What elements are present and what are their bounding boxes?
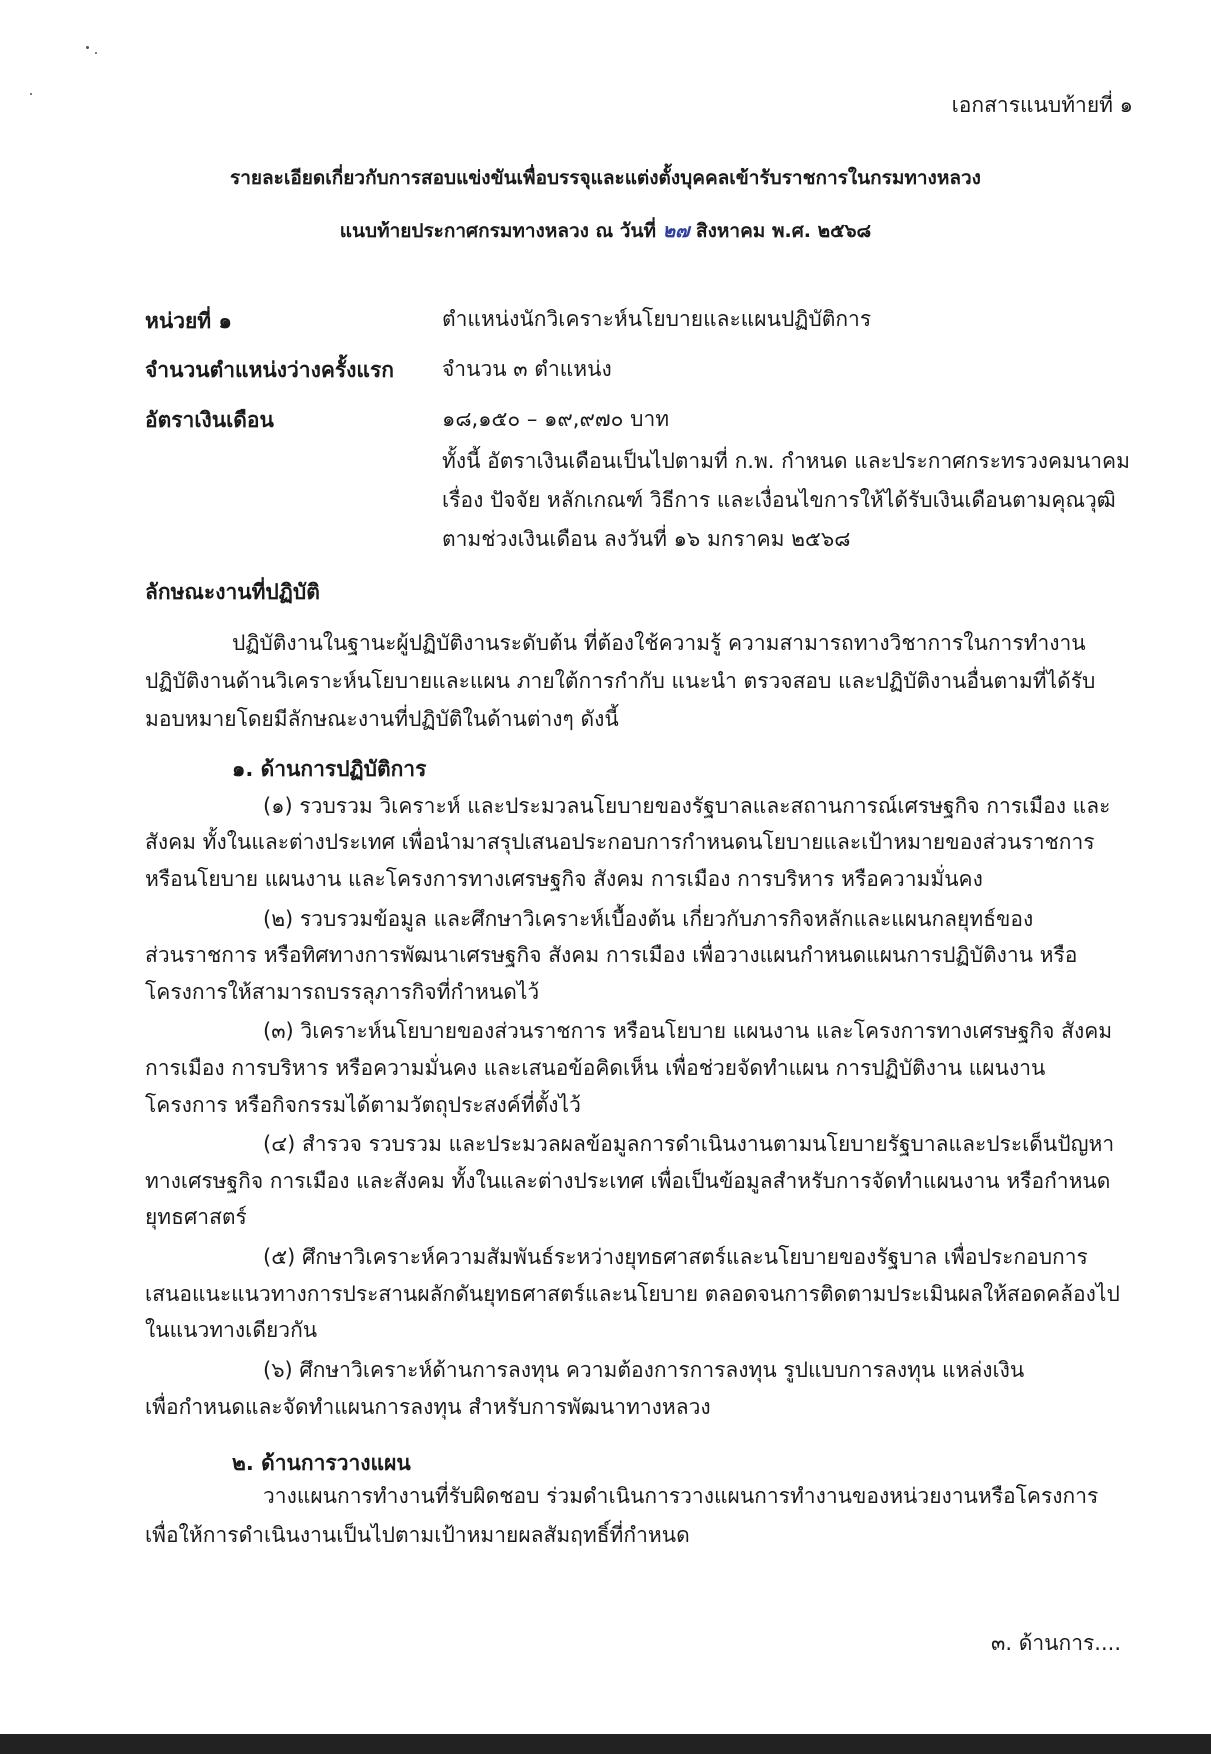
salary-value: ๑๘,๑๕๐ – ๑๙,๙๗๐ บาท xyxy=(442,407,670,431)
item-5-line: (๕) ศึกษาวิเคราะห์ความสัมพันธ์ระหว่างยุทธศาสตร์และนโยบายของรัฐบาล เพื่อประกอบการ xyxy=(263,1245,1088,1269)
section-heading: ลักษณะงานที่ปฏิบัติ xyxy=(145,580,320,604)
item-2-line: ส่วนราชการ หรือทิศทางการพัฒนาเศรษฐกิจ สังคม การเมือง เพื่อวางแผนกำหนดแผนการปฏิบัติงาน หรือ xyxy=(145,943,1078,967)
item-6-line: เพื่อกำหนดและจัดทำแผนการลงทุน สำหรับการพัฒนาทางหลวง xyxy=(145,1395,711,1419)
item-2-line: โครงการให้สามารถบรรลุภารกิจที่กำหนดไว้ xyxy=(145,980,540,1004)
salary-note-line: ตามช่วงเงินเดือน ลงวันที่ ๑๖ มกราคม ๒๕๖๘ xyxy=(442,527,851,551)
planning-line: เพื่อให้การดำเนินงานเป็นไปตามเป้าหมายผลสัมฤทธิ์ที่กำหนด xyxy=(145,1523,690,1547)
unit-value: ตำแหน่งนักวิเคราะห์นโยบายและแผนปฏิบัติการ xyxy=(442,307,872,331)
item-1-line: (๑) รวบรวม วิเคราะห์ และประมวลนโยบายของรัฐบาลและสถานการณ์เศรษฐกิจ การเมือง และ xyxy=(263,794,1111,818)
handwritten-day: ๒๗ xyxy=(662,220,690,242)
salary-note-line: ทั้งนี้ อัตราเงินเดือนเป็นไปตามที่ ก.พ. กำหนด และประกาศกระทรวงคมนาคม xyxy=(442,449,1130,473)
item-4-line: (๔) สำรวจ รวบรวม และประมวลผลข้อมูลการดำเนินงานตามนโยบายรัฐบาลและประเด็นปัญหา xyxy=(263,1132,1115,1156)
annex-label: เอกสารแนบท้ายที่ ๑ xyxy=(951,93,1133,117)
vacancy-value: จำนวน ๓ ตำแหน่ง xyxy=(442,357,612,381)
salary-label: อัตราเงินเดือน xyxy=(145,408,274,432)
item-3-line: (๓) วิเคราะห์นโยบายของส่วนราชการ หรือนโยบาย แผนงาน และโครงการทางเศรษฐกิจ สังคม xyxy=(263,1019,1113,1043)
intro-line: มอบหมายโดยมีลักษณะงานที่ปฏิบัติในด้านต่างๆ ดังนี้ xyxy=(145,707,619,731)
planning-line: วางแผนการทำงานที่รับผิดชอบ ร่วมดำเนินการวางแผนการทำงานของหน่วยงานหรือโครงการ xyxy=(263,1484,1099,1508)
scan-speck xyxy=(30,93,32,95)
item-5-line: ในแนวทางเดียวกัน xyxy=(145,1318,318,1342)
document-title: รายละเอียดเกี่ยวกับการสอบแข่งขันเพื่อบรรจุและแต่งตั้งบุคคลเข้ารับราชการในกรมทางหลวง xyxy=(230,167,981,189)
item-3-line: การเมือง การบริหาร หรือความมั่นคง และเสนอข้อคิดเห็น เพื่อช่วยจัดทำแผน การปฏิบัติงาน แผนงาน xyxy=(145,1056,1046,1080)
unit-label: หน่วยที่ ๑ xyxy=(145,309,232,333)
scan-speck xyxy=(86,46,89,49)
scan-edge xyxy=(0,1734,1211,1754)
subtitle-suffix: สิงหาคม พ.ศ. ๒๕๖๘ xyxy=(696,220,872,242)
subsection-heading-planning: ๒. ด้านการวางแผน xyxy=(232,1451,411,1475)
scan-speck xyxy=(95,52,97,54)
item-1-line: หรือนโยบาย แผนงาน และโครงการทางเศรษฐกิจ สังคม การเมือง การบริหาร หรือความมั่นคง xyxy=(145,867,983,891)
item-5-line: เสนอแนะแนวทางการประสานผลักดันยุทธศาสตร์และนโยบาย ตลอดจนการติดตามประเมินผลให้สอดคล้องไป xyxy=(145,1282,1120,1306)
document-subtitle xyxy=(0,211,1211,251)
vacancy-label: จำนวนตำแหน่งว่างครั้งแรก xyxy=(145,358,394,382)
continuation-marker: ๓. ด้านการ.... xyxy=(991,1631,1121,1655)
item-2-line: (๒) รวบรวมข้อมูล และศึกษาวิเคราะห์เบื้องต้น เกี่ยวกับภารกิจหลักและแผนกลยุทธ์ของ xyxy=(263,907,1034,931)
subtitle-prefix: แนบท้ายประกาศกรมทางหลวง ณ วันที่ xyxy=(339,220,656,242)
intro-line: ปฏิบัติงานด้านวิเคราะห์นโยบายและแผน ภายใต้การกำกับ แนะนำ ตรวจสอบ และปฏิบัติงานอื่นตามที่ได้รับ xyxy=(145,669,1096,693)
item-1-line: สังคม ทั้งในและต่างประเทศ เพื่อนำมาสรุปเสนอประกอบการกำหนดนโยบายและเป้าหมายของส่วนราชการ xyxy=(145,830,1095,854)
item-4-line: ยุทธศาสตร์ xyxy=(145,1205,247,1229)
subsection-heading-operations: ๑. ด้านการปฏิบัติการ xyxy=(232,757,427,781)
item-4-line: ทางเศรษฐกิจ การเมือง และสังคม ทั้งในและต่างประเทศ เพื่อเป็นข้อมูลสำหรับการจัดทำแผนงาน หรือกำหนด xyxy=(145,1169,1111,1193)
item-3-line: โครงการ หรือกิจกรรมได้ตามวัตถุประสงค์ที่ตั้งไว้ xyxy=(145,1093,581,1117)
item-6-line: (๖) ศึกษาวิเคราะห์ด้านการลงทุน ความต้องการการลงทุน รูปแบบการลงทุน แหล่งเงิน xyxy=(263,1358,1025,1382)
salary-note-line: เรื่อง ปัจจัย หลักเกณฑ์ วิธีการ และเงื่อนไขการให้ได้รับเงินเดือนตามคุณวุฒิ xyxy=(442,488,1116,512)
intro-line: ปฏิบัติงานในฐานะผู้ปฏิบัติงานระดับต้น ที่ต้องใช้ความรู้ ความสามารถทางวิชาการในการทำงาน xyxy=(232,631,1086,655)
